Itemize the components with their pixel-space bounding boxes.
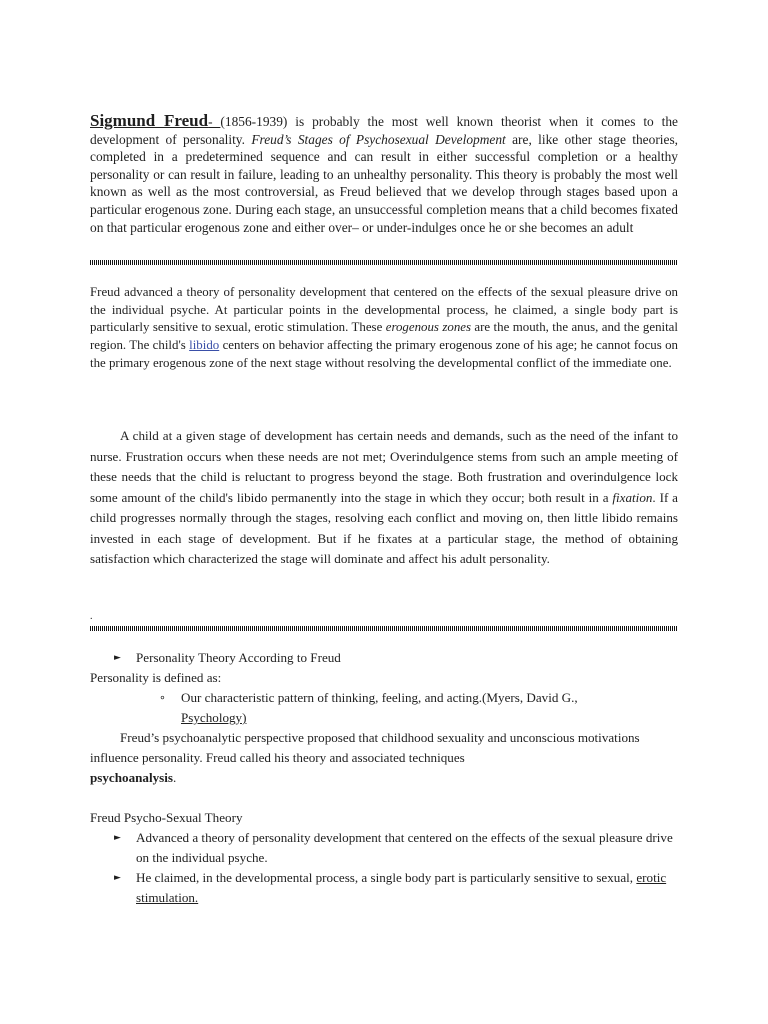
libido-link[interactable]: libido: [189, 338, 220, 353]
definition-source: Psychology): [181, 710, 247, 725]
fixation-term: fixation: [612, 489, 653, 505]
separator-dot: .: [90, 611, 93, 622]
intro-paragraph: [90, 112, 678, 236]
para3-text-b: . If a child progresses normally through the stages, resolving each conflict and moving on, then little libido remains invested in each stage of development. But if he fixates at a particular stage, the method of obtaining satisfaction which characterized the stage will dominate and affect his adult personality.: [90, 489, 678, 566]
para2-text-a: Freud advanced a theory of personality development that centered on the effects of the sexual pleasure drive on the individual psyche. At particular points in the developmental process, he claimed, a single body part is particularly sensitive to sexual, erotic stimulation. These: [90, 285, 678, 335]
circle-bullet-icon: ∘: [159, 691, 166, 704]
triangle-bullet-icon: ►: [114, 873, 121, 883]
theory-paragraph: [90, 284, 678, 373]
divider-rule-1: [90, 260, 678, 265]
bullet-advanced-theory: [90, 828, 678, 868]
freud-years: (1856-1939): [220, 114, 288, 129]
heading-sigmund-freud: Sigmund Freud: [90, 111, 209, 130]
psycho-sexual-heading: Freud Psycho-Sexual Theory: [90, 810, 243, 825]
bullet-2-text: He claimed, in the developmental process, a single body part is particularly sensitive to sexual,: [136, 870, 637, 885]
psycho-text: Freud’s psychoanalytic perspective proposed that childhood sexuality and unconscious motivations influence personality. Freud called his theory and associated techniques: [90, 730, 640, 765]
theory-heading: Personality Theory According to Freud: [136, 650, 341, 665]
bullet-body-part: [90, 868, 678, 908]
para2-text-c: centers on behavior affecting the primary erogenous zone of his age; he cannot focus on the primary erogenous zone of the next stage without resolving the developmental conflict of the immediate one.: [90, 338, 679, 370]
defined-as-line: Personality is defined as:: [90, 670, 222, 685]
para3-text-a: A child at a given stage of development has certain needs and demands, such as the need of the infant to nurse. Frustration occurs when these needs are not met; Overindulgence stems from such an ample meeting of these needs that the child is reluctant to progress beyond the stage. Both frustration and overindulgence lock some amount of the child's libido permanently into the stage in which they occur; both result in a: [90, 428, 678, 505]
definition-item: [90, 688, 678, 728]
heading-dash: -: [208, 114, 221, 129]
triangle-bullet-icon: ►: [114, 653, 121, 663]
bullet-1-text: Advanced a theory of personality development that centered on the effects of the sexual pleasure drive on the individual psyche.: [136, 830, 673, 865]
intro-text-b: are, like other stage theories, completed in a predetermined sequence and can result in either successful completion or a healthy personality or can result in failure, leading to an unhealthy personality. This theory is probably the most well known as well as the most controversial, as Freud believed that we develop through stages based upon a particular erogenous zone. During each stage, an unsuccessful completion means that a child becomes fixated on that particular erogenous zone and either over– or under-indulges once he or she becomes an adult: [90, 131, 679, 235]
fixation-paragraph: [90, 426, 678, 570]
para2-text-b: are the mouth, the anus, and the genital region. The child's: [90, 320, 678, 353]
divider-rule-2: [90, 626, 678, 631]
stages-title: Freud’s Stages of Psychosexual Development: [251, 131, 506, 147]
intro-text-a: is probably the most well known theorist when it comes to the development of personality.: [90, 114, 678, 147]
bullet-personality-theory: [90, 648, 678, 668]
triangle-bullet-icon: ►: [114, 833, 121, 843]
erotic-stimulation-term: erotic stimulation.: [136, 870, 667, 905]
erogenous-zones-term: erogenous zones: [385, 320, 471, 335]
psychoanalytic-paragraph: [90, 728, 678, 788]
psycho-period: .: [172, 770, 177, 785]
psychoanalysis-term: psychoanalysis: [90, 770, 173, 785]
personality-section: [90, 648, 678, 908]
spacer: [90, 788, 678, 808]
definition-text: Our characteristic pattern of thinking, feeling, and acting.(Myers, David G.,: [181, 690, 578, 705]
